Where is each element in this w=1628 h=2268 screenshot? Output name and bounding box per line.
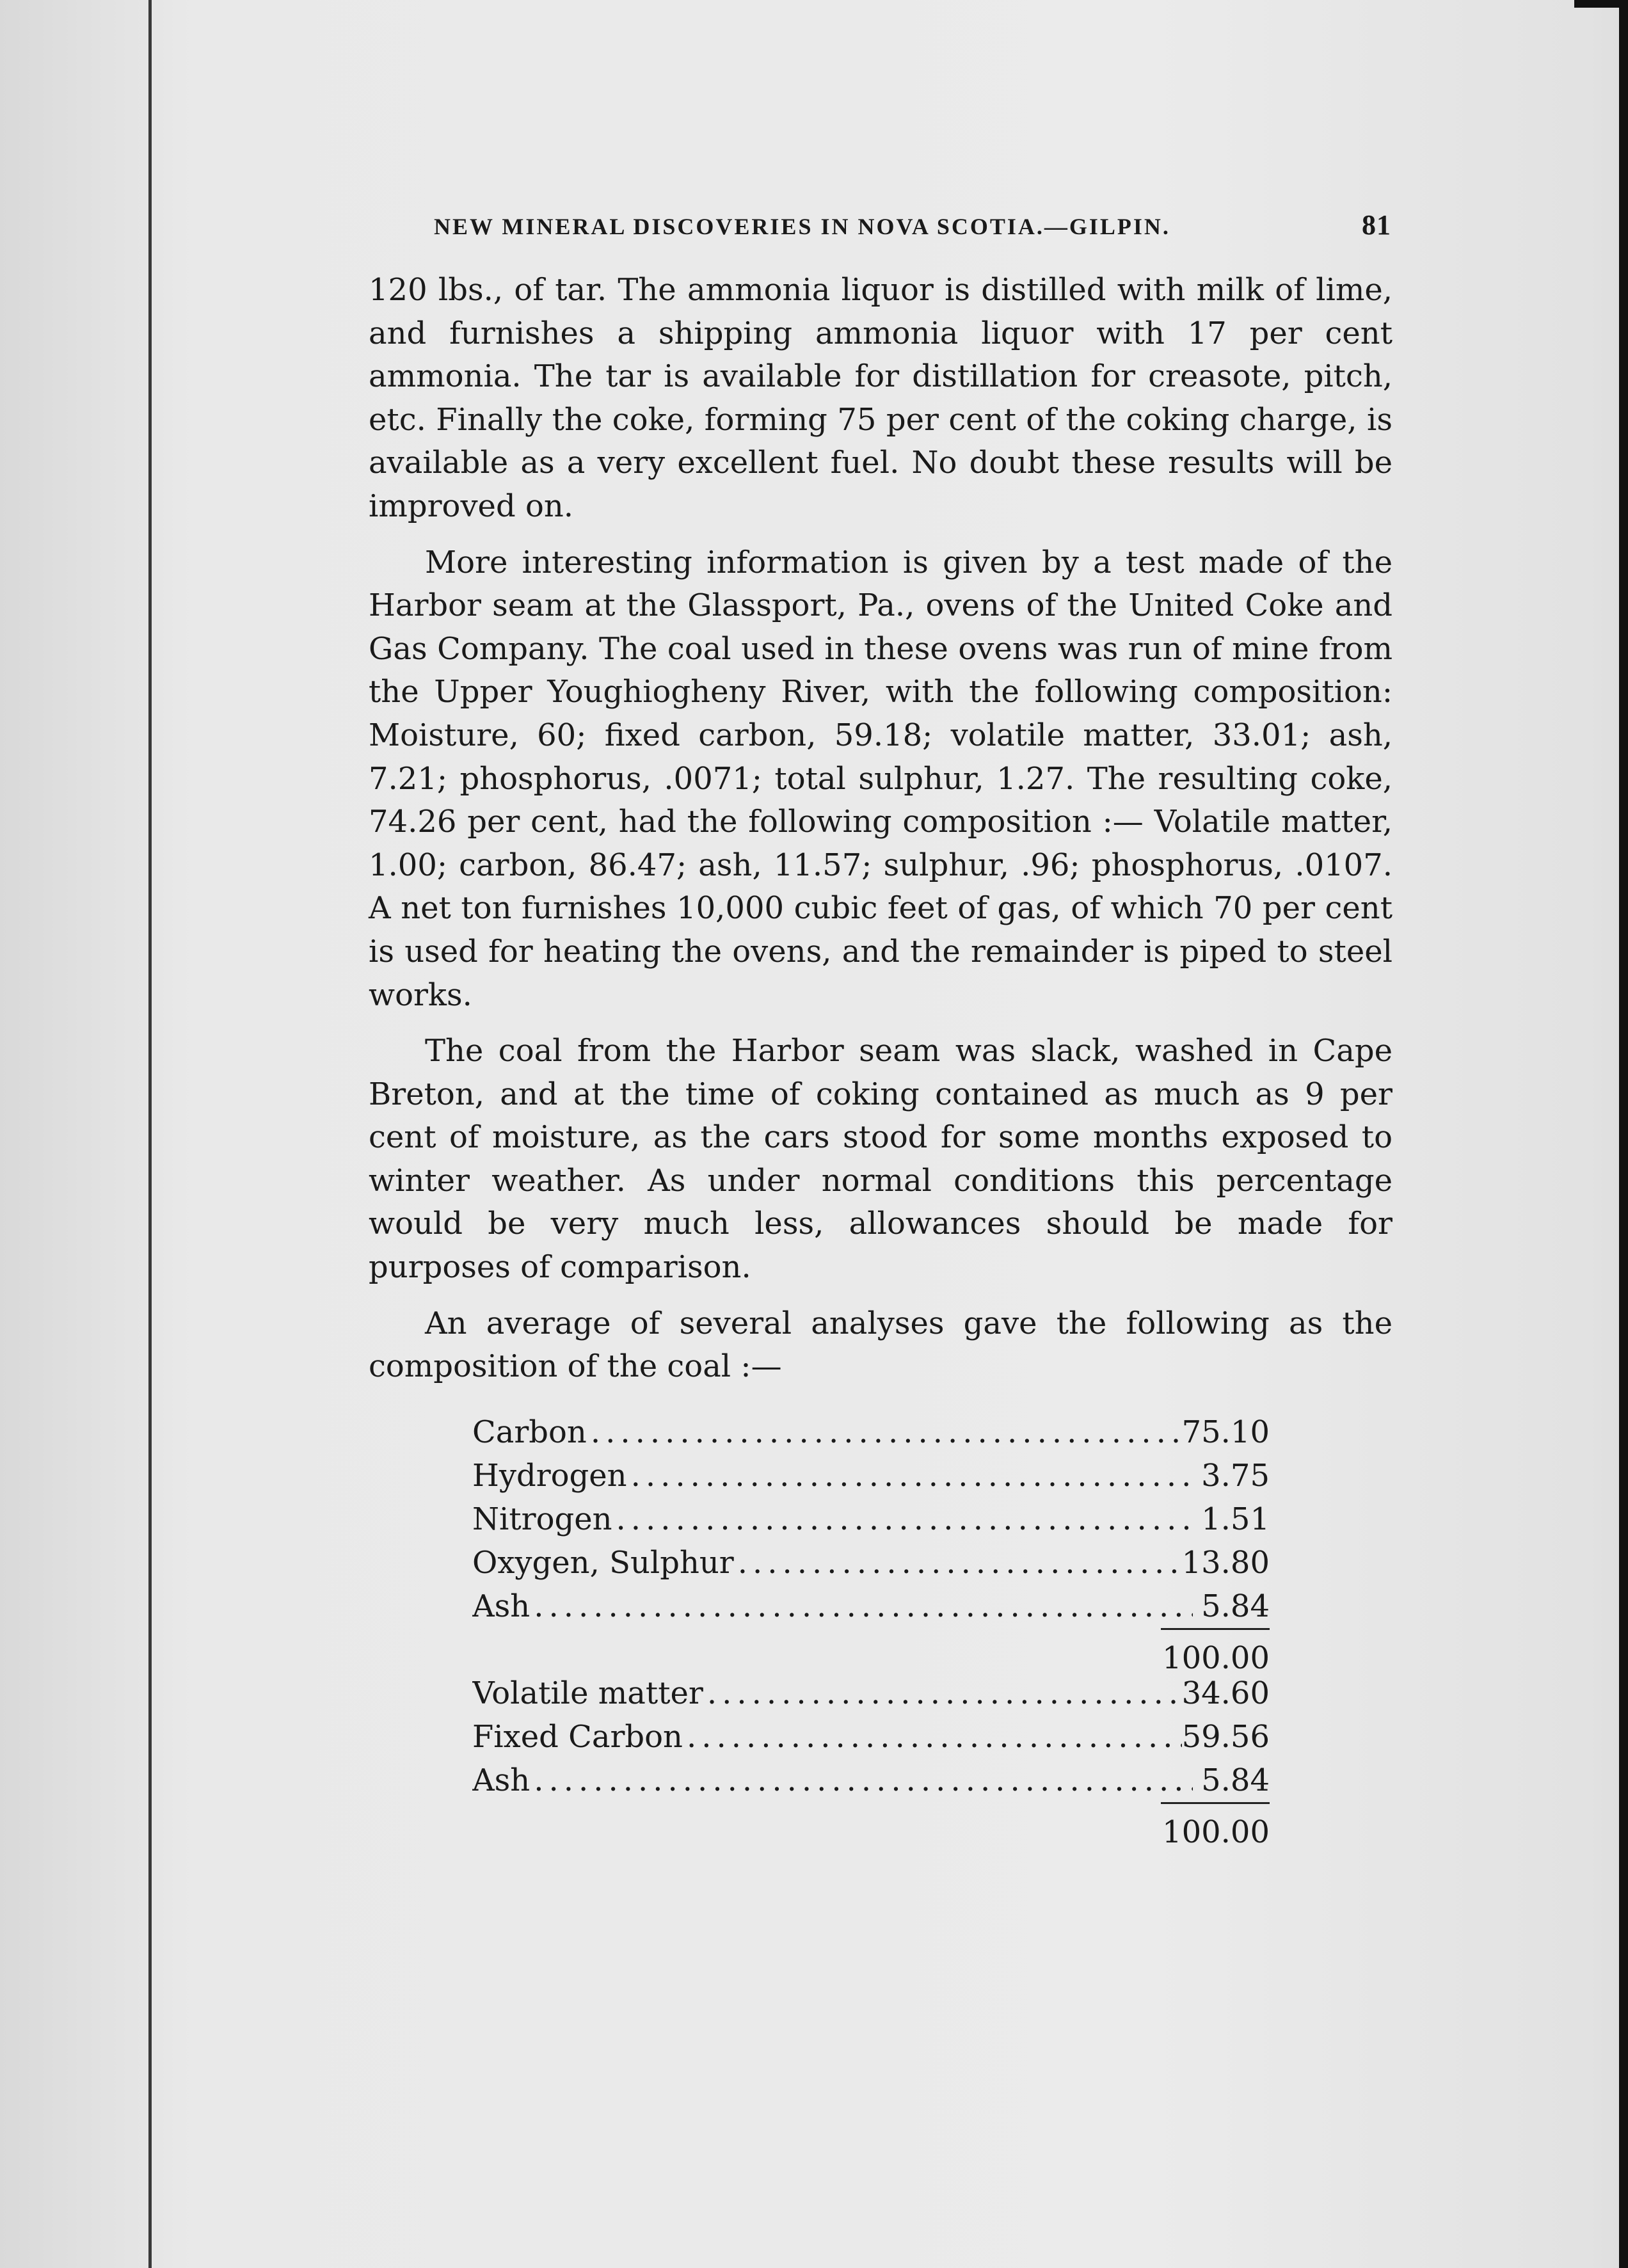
scan-border-top xyxy=(1574,0,1628,8)
row-label: Carbon xyxy=(472,1414,587,1450)
paragraph-1: 120 lbs., of tar. The ammonia liquor is distilled with milk of lime, and furnishes a shipping ammonia liquor with 17 per cent ammonia. The tar is available for distillation for creasote, pitch, etc. Finally the coke, forming 75 per cent of the coking charge, is available as a very excellent fuel. No doubt these results will be improved on. xyxy=(369,272,1393,524)
total-value: 100.00 xyxy=(1161,1628,1270,1680)
table-row xyxy=(472,1410,1270,1454)
paragraph-4: An average of several analyses gave the following as the composition of the coal :— xyxy=(369,1305,1393,1385)
row-value: 75.10 xyxy=(1181,1414,1270,1450)
table-row xyxy=(472,1672,1270,1715)
table-row xyxy=(472,1454,1270,1497)
row-label: Ash xyxy=(472,1762,531,1798)
row-value: 34.60 xyxy=(1181,1675,1270,1711)
scan-border-right xyxy=(1619,0,1628,2268)
row-value: 1.51 xyxy=(1201,1501,1270,1537)
leader-dots xyxy=(627,1454,1193,1497)
body-text xyxy=(369,269,1393,1389)
row-label: Hydrogen xyxy=(472,1458,627,1494)
row-value: 5.84 xyxy=(1201,1762,1270,1798)
row-label: Ash xyxy=(472,1588,531,1624)
running-title: NEW MINERAL DISCOVERIES IN NOVA SCOTIA.—GILPIN. xyxy=(434,214,1170,239)
row-value: 5.84 xyxy=(1201,1588,1270,1624)
total-value: 100.00 xyxy=(1161,1802,1270,1854)
table-row xyxy=(472,1497,1270,1541)
paragraph-2: More interesting information is given by a test made of the Harbor seam at the Glassport, Pa., ovens of the United Coke and Gas Company. The coal used in these ovens was run of mine from the Upper Youghiogheny River, with the following composition: Moisture, 60; fixed carbon, 59.18; volatile matter, 33.01; ash, 7.21; phosphorus, .0071; total sulphur, 1.27. The resulting coke, 74.26 per cent, had the following composition :— Volatile matter, 1.00; carbon, 86.47; ash, 11.57; sulphur, .96; phosphorus, .0107. A net ton furnishes 10,000 cubic feet of gas, of which 70 per cent is used for heating the ovens, and the remainder is piped to steel works. xyxy=(369,544,1393,1013)
paragraph-3: The coal from the Harbor seam was slack, washed in Cape Breton, and at the time of coking contained as much as 9 per cent of moisture, as the cars stood for some months exposed to winter weather. As under normal conditions this percentage would be very much less, allowances should be made for purposes of comparison. xyxy=(369,1033,1393,1286)
ultimate-analysis-table xyxy=(472,1410,1270,1683)
table-row xyxy=(472,1715,1270,1759)
page-number: 81 xyxy=(1362,209,1391,241)
row-label: Nitrogen xyxy=(472,1501,612,1537)
row-value: 59.56 xyxy=(1181,1719,1270,1755)
table-row xyxy=(472,1541,1270,1585)
row-value: 3.75 xyxy=(1201,1458,1270,1494)
row-label: Volatile matter xyxy=(472,1675,703,1711)
table-row xyxy=(472,1585,1270,1628)
gutter-edge xyxy=(148,0,152,2268)
leader-dots xyxy=(612,1497,1193,1541)
running-header xyxy=(434,209,1391,241)
proximate-analysis-table xyxy=(472,1672,1270,1857)
table-row xyxy=(472,1759,1270,1802)
leader-dots xyxy=(587,1410,1182,1454)
row-value: 13.80 xyxy=(1181,1545,1270,1581)
row-label: Fixed Carbon xyxy=(472,1719,683,1755)
leader-dots xyxy=(703,1672,1182,1715)
total-row xyxy=(472,1802,1270,1857)
leader-dots xyxy=(530,1585,1193,1628)
leader-dots xyxy=(530,1759,1193,1802)
leader-dots xyxy=(683,1715,1182,1759)
row-label: Oxygen, Sulphur xyxy=(472,1545,734,1581)
leader-dots xyxy=(734,1541,1182,1585)
